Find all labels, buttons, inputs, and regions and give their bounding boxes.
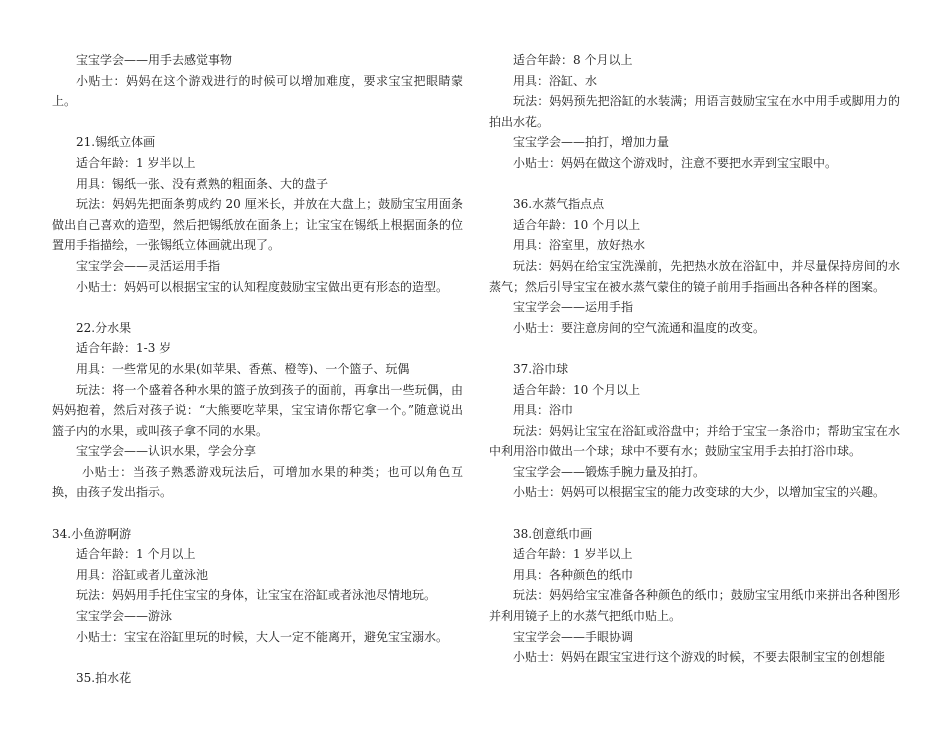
tools-line: 用具：锡纸一张、没有煮熟的粗面条、大的盘子 [76, 176, 329, 191]
age-line: 适合年龄：1-3 岁 [76, 341, 172, 356]
learn-line: 宝宝学会——手眼协调 [513, 629, 634, 644]
learn-line: 宝宝学会——灵活运用手指 [76, 258, 221, 273]
learn-line: 宝宝学会——游泳 [76, 609, 173, 624]
learn-line: 宝宝学会——认识水果，学会分享 [76, 444, 257, 459]
tip-line: 小贴士：妈妈在跟宝宝进行这个游戏的时候，不要去限制宝宝的创想能 [513, 650, 886, 665]
tip-line: 小贴士：要注意房间的空气流通和温度的改变。 [513, 320, 766, 335]
left-column [52, 50, 463, 688]
age-line: 适合年龄：10 个月以上 [513, 217, 641, 232]
right-column [489, 50, 900, 668]
learn-line: 宝宝学会——用手去感觉事物 [76, 53, 233, 67]
section-title-37: 37.浴巾球 [513, 361, 569, 376]
section-title-21: 21.锡纸立体画 [76, 135, 156, 150]
tip-line: 小贴士：妈妈可以根据宝宝的能力改变球的大少，以增加宝宝的兴趣。 [513, 485, 886, 500]
play-paragraph: 玩法：妈妈用手托住宝宝的身体，让宝宝在浴缸或者泳池尽情地玩。 [76, 588, 437, 603]
age-line: 适合年龄：1 岁半以上 [76, 155, 196, 170]
age-line: 适合年龄：8 个月以上 [513, 53, 633, 67]
tools-line: 用具：一些常见的水果(如苹果、香蕉、橙等)、一个篮子、玩偶 [76, 361, 410, 376]
tools-line: 用具：浴缸或者儿童泳池 [76, 567, 209, 582]
age-line: 适合年龄：1 岁半以上 [513, 547, 633, 562]
learn-line: 宝宝学会——锻炼手腕力量及拍打。 [513, 464, 706, 479]
play-paragraph: 玩法：将一个盛着各种水果的篮子放到孩子的面前，再拿出一些玩偶，由妈妈抱着，然后对孩子说：“大熊要吃苹果，宝宝请你帮它拿一个。”随意说出篮子内的水果，或叫孩子拿不同的水果。 [52, 382, 463, 438]
age-line: 适合年龄：1 个月以上 [76, 547, 196, 562]
tools-line: 用具：各种颜色的纸巾 [513, 567, 634, 582]
play-paragraph: 玩法：妈妈给宝宝准备各种颜色的纸巾；鼓励宝宝用纸巾来拼出各种图形并利用镜子上的水蒸气把纸巾贴上。 [489, 588, 900, 624]
tip-line: 小贴士：宝宝在浴缸里玩的时候，大人一定不能离开，避免宝宝溺水。 [76, 629, 449, 644]
section-title-34: 34.小鱼游啊游 [52, 526, 132, 541]
section-title-36: 36.水蒸气指点点 [513, 197, 605, 212]
tip-line: 小贴士：妈妈在做这个游戏时，注意不要把水弄到宝宝眼中。 [513, 155, 838, 170]
play-paragraph: 玩法：妈妈在给宝宝洗澡前，先把热水放在浴缸中，并尽量保持房间的水蒸气；然后引导宝宝在被水蒸气蒙住的镜子前用手指画出各种各样的图案。 [489, 258, 900, 294]
play-paragraph: 玩法：妈妈让宝宝在浴缸或浴盘中；并给于宝宝一条浴巾；帮助宝宝在水中利用浴巾做出一个球；球中不要有水；鼓励宝宝用手去拍打浴巾球。 [489, 423, 900, 459]
tools-line: 用具：浴室里，放好热水 [513, 238, 646, 253]
play-paragraph: 玩法：妈妈先把面条剪成约 20 厘米长，并放在大盘上；鼓励宝宝用面条做出自己喜欢的造型，然后把锡纸放在面条上；让宝宝在锡纸上根据面条的位置用手指描绘，一张锡纸立体画就出现了。 [52, 197, 463, 253]
play-paragraph: 玩法：妈妈预先把浴缸的水装满；用语言鼓励宝宝在水中用手或脚用力的拍出水花。 [489, 94, 900, 129]
learn-line: 宝宝学会——拍打，增加力量 [513, 135, 670, 150]
tip-line: 小贴士：当孩子熟悉游戏玩法后，可增加水果的种类；也可以角色互换，由孩子发出指示。 [52, 464, 463, 500]
tip-line: 小贴士：妈妈在这个游戏进行的时候可以增加难度，要求宝宝把眼睛蒙上。 [52, 73, 463, 109]
section-title-38: 38.创意纸巾画 [513, 526, 593, 541]
tools-line: 用具：浴巾 [513, 403, 574, 418]
tools-line: 用具：浴缸、水 [513, 73, 598, 88]
learn-line: 宝宝学会——运用手指 [513, 300, 634, 315]
section-title-35: 35.拍水花 [76, 670, 132, 685]
tip-line: 小贴士：妈妈可以根据宝宝的认知程度鼓励宝宝做出更有形态的造型。 [76, 279, 449, 294]
age-line: 适合年龄：10 个月以上 [513, 382, 641, 397]
section-title-22: 22.分水果 [76, 320, 132, 335]
